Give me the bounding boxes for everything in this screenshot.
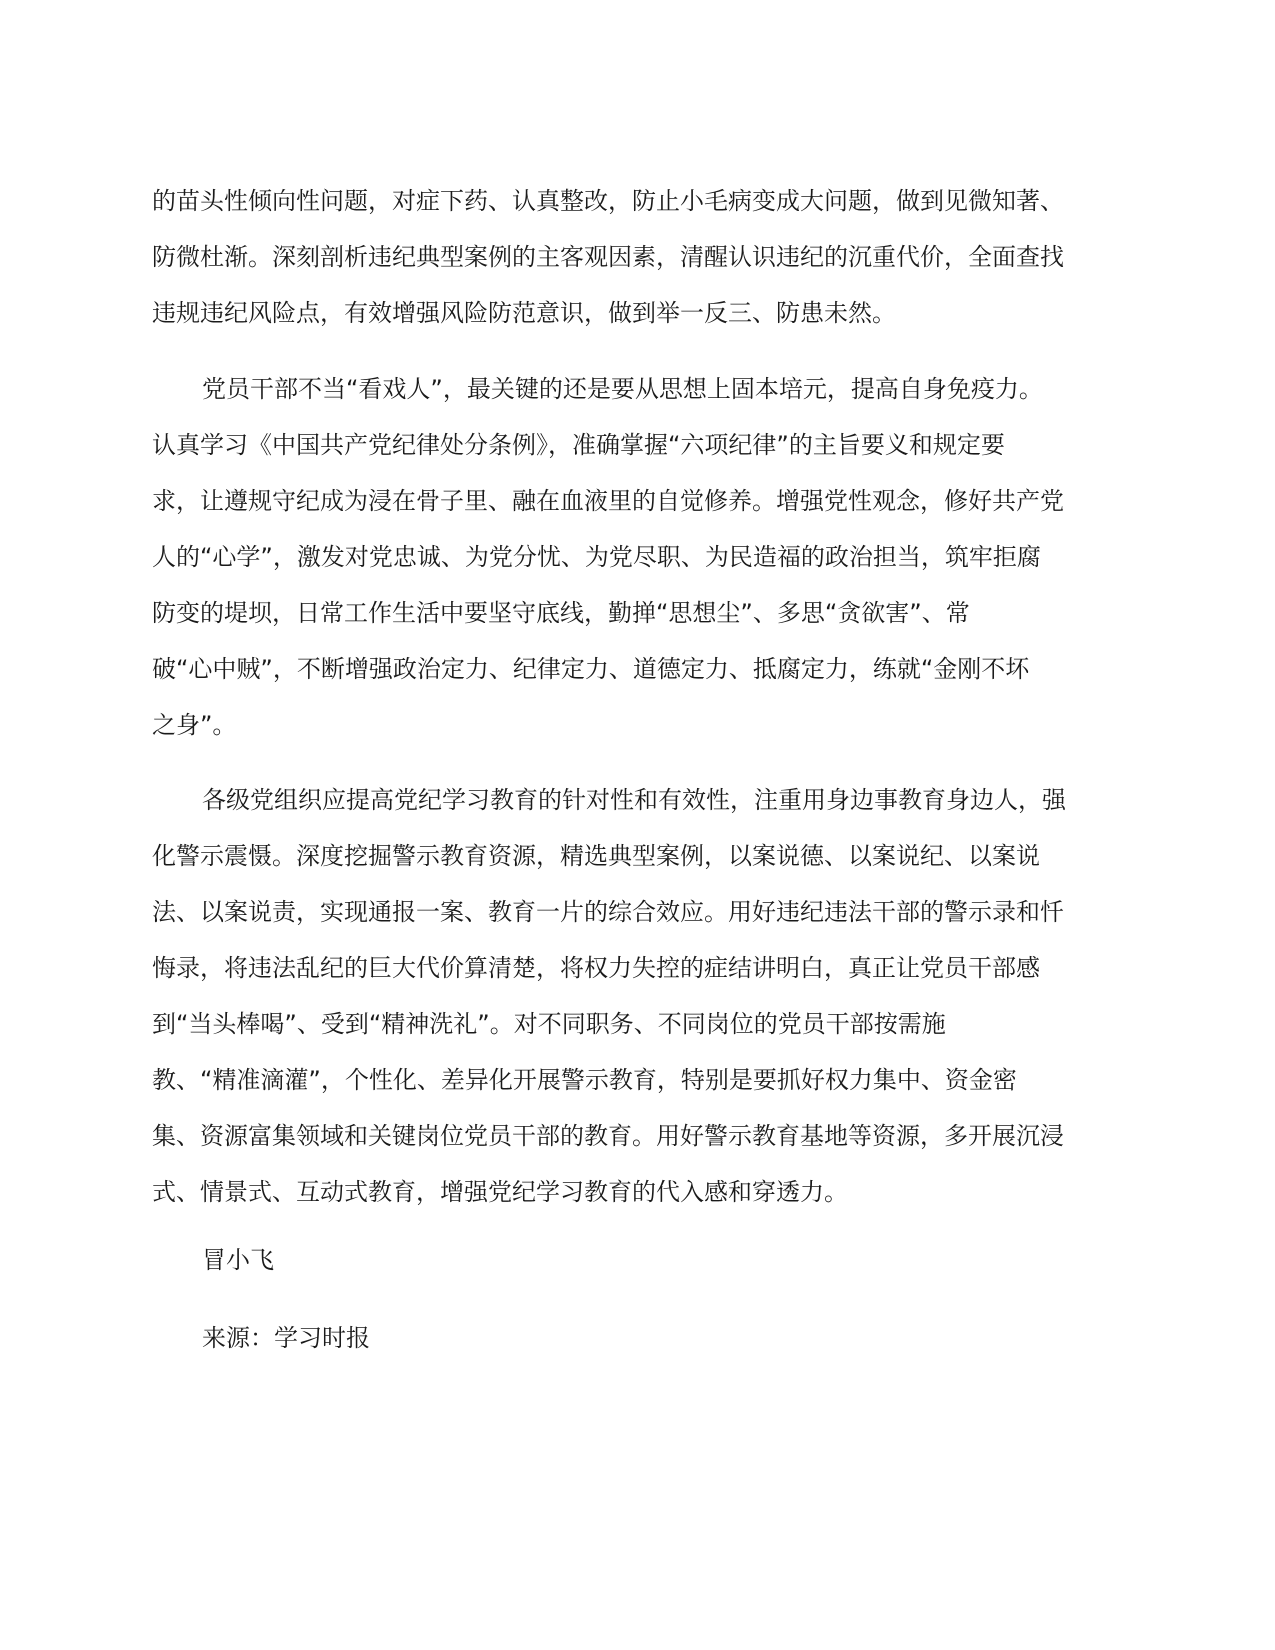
text-line: 化警示震慑。深度挖掘警示教育资源，精选典型案例，以案说德、以案说纪、以案说 (152, 842, 1040, 870)
text-line: 式、情景式、互动式教育，增强党纪学习教育的代入感和穿透力。 (152, 1178, 848, 1206)
text-line: 求，让遵规守纪成为浸在骨子里、融在血液里的自觉修养。增强党性观念，修好共产党 (152, 487, 1064, 515)
text-line: 到“当头棒喝”、受到“精神洗礼”。对不同职务、不同岗位的党员干部按需施 (152, 1010, 946, 1038)
text-line: 的苗头性倾向性问题，对症下药、认真整改，防止小毛病变成大问题，做到见微知著、 (152, 187, 1064, 215)
text-line: 人的“心学”，激发对党忠诚、为党分忧、为党尽职、为民造福的政治担当，筑牢拒腐 (152, 543, 1041, 571)
text-line: 认真学习《中国共产党纪律处分条例》，准确掌握“六项纪律”的主旨要义和规定要 (152, 431, 1005, 459)
text-line: 法、以案说责，实现通报一案、教育一片的综合效应。用好违纪违法干部的警示录和忏 (152, 898, 1064, 926)
text-line: 集、资源富集领域和关键岗位党员干部的教育。用好警示教育基地等资源，多开展沉浸 (152, 1122, 1064, 1150)
text-line: 防变的堤坝，日常工作生活中要坚守底线，勤掸“思想尘”、多思“贪欲害”、常 (152, 599, 970, 627)
text-line: 各级党组织应提高党纪学习教育的针对性和有效性，注重用身边事教育身边人，强 (202, 786, 1066, 814)
text-line: 党员干部不当“看戏人”，最关键的还是要从思想上固本培元，提高自身免疫力。 (202, 375, 1043, 403)
text-line: 防微杜渐。深刻剖析违纪典型案例的主客观因素，清醒认识违纪的沉重代价，全面查找 (152, 243, 1064, 271)
text-line: 违规违纪风险点，有效增强风险防范意识，做到举一反三、防患未然。 (152, 299, 896, 327)
text-line: 教、“精准滴灌”，个性化、差异化开展警示教育，特别是要抓好权力集中、资金密 (152, 1066, 1017, 1094)
author-name: 冒小飞 (202, 1246, 274, 1274)
text-line: 之身”。 (152, 711, 237, 739)
text-line: 破“心中贼”，不断增强政治定力、纪律定力、道德定力、抵腐定力，练就“金刚不坏 (152, 655, 1030, 683)
source-text: 来源：学习时报 (202, 1324, 370, 1352)
text-line: 悔录，将违法乱纪的巨大代价算清楚，将权力失控的症结讲明白，真正让党员干部感 (152, 954, 1040, 982)
